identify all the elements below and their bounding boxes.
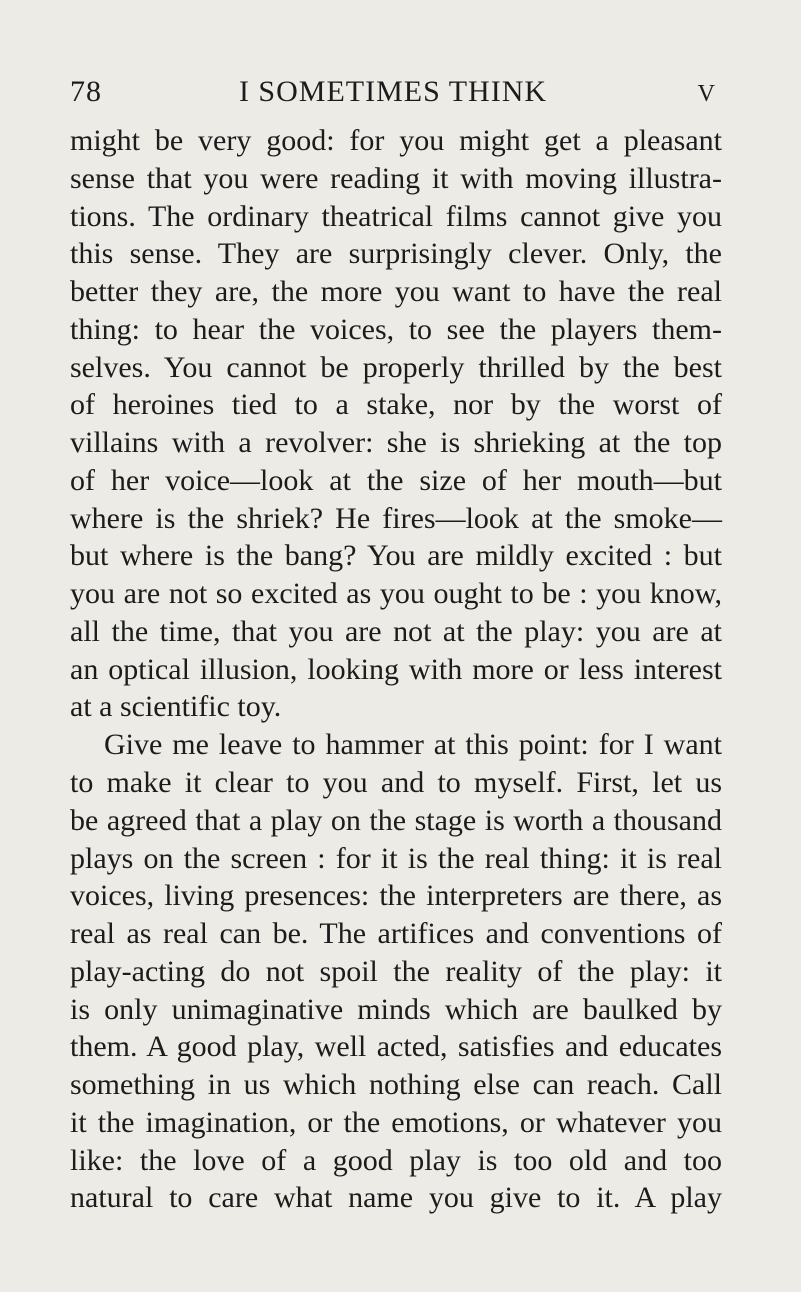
text-line: all the time, that you are not at the play: you are at bbox=[70, 614, 722, 648]
text-line: where is the shriek? He fires—look at the smoke— bbox=[70, 501, 722, 535]
text-line: you are not so excited as you ought to be : you know, bbox=[70, 577, 722, 611]
text-line: villains with a revolver: she is shrieking at the top bbox=[70, 426, 722, 460]
text-line: be agreed that a play on the stage is worth a thousand bbox=[70, 803, 722, 837]
text-line: is only unimaginative minds which are baulked by bbox=[70, 992, 722, 1026]
text-line: voices, living presences: the interpreters are there, as bbox=[70, 879, 722, 913]
running-head bbox=[70, 70, 716, 114]
text-line: natural to care what name you give to it. A play bbox=[70, 1181, 722, 1215]
text-line: thing: to hear the voices, to see the players them- bbox=[70, 312, 722, 346]
text-line: play-acting do not spoil the reality of the play: it bbox=[70, 954, 722, 988]
text-line: but where is the bang? You are mildly excited : but bbox=[70, 539, 722, 573]
text-line: to make it clear to you and to myself. First, let us bbox=[70, 766, 722, 800]
text-line: it the imagination, or the emotions, or whatever you bbox=[70, 1105, 722, 1139]
text-line: of heroines tied to a stake, nor by the worst of bbox=[70, 388, 722, 422]
running-title: I SOMETIMES THINK bbox=[238, 75, 548, 108]
text-line: them. A good play, well acted, satisfies and educates bbox=[70, 1030, 722, 1064]
text-line: something in us which nothing else can reach. Call bbox=[70, 1068, 722, 1102]
body-text bbox=[70, 122, 722, 1217]
paragraph-end-line: at a scientific toy. bbox=[70, 690, 282, 724]
text-line: selves. You cannot be properly thrilled by the best bbox=[70, 350, 722, 384]
text-line: of her voice—look at the size of her mouth—but bbox=[70, 463, 722, 497]
signature-mark: V bbox=[697, 81, 716, 107]
text-line: like: the love of a good play is too old and too bbox=[70, 1143, 722, 1177]
text-line: tions. The ordinary theatrical films cannot give you bbox=[70, 199, 722, 233]
text-line: an optical illusion, looking with more or less interest bbox=[70, 652, 722, 686]
text-line: this sense. They are surprisingly clever. Only, the bbox=[70, 237, 722, 271]
text-line: real as real can be. The artifices and conventions of bbox=[70, 917, 722, 951]
page-number: 78 bbox=[70, 75, 102, 108]
text-line: plays on the screen : for it is the real thing: it is real bbox=[70, 841, 722, 875]
text-line: might be very good: for you might get a pleasant bbox=[70, 124, 722, 157]
paragraph-start-line: Give me leave to hammer at this point: for I want bbox=[104, 728, 722, 762]
text-line: better they are, the more you want to have the real bbox=[70, 275, 722, 309]
text-line: sense that you were reading it with moving illustra- bbox=[70, 161, 722, 195]
